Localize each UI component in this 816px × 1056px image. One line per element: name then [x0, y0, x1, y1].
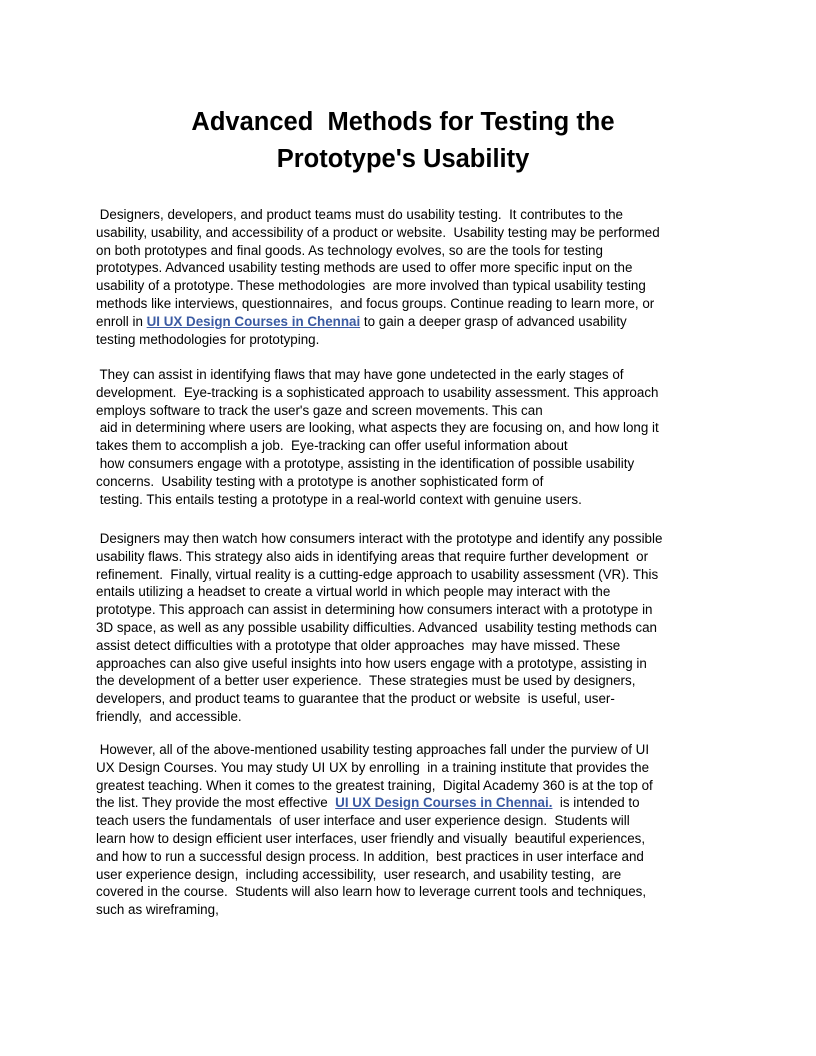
- text-line: UX Design Courses. You may study UI UX by enrolling in a training institute that provides the: [96, 759, 650, 775]
- text-line: They can assist in identifying flaws that may have gone undetected in the early stages of: [96, 367, 624, 382]
- text-line: and how to run a successful design process. In addition, best practices in user interface and: [96, 848, 644, 864]
- text-line-with-link: [96, 313, 726, 331]
- text-line: testing. This entails testing a prototype in a real-world context with genuine users.: [96, 491, 582, 507]
- text-line: assist detect difficulties with a prototype that older approaches may have missed. These: [96, 637, 621, 653]
- text-line: prototypes. Advanced usability testing methods are used to offer more specific input on the: [96, 260, 633, 276]
- title-line: Prototype's Usability: [276, 145, 530, 173]
- text-line: usability flaws. This strategy also aids in identifying areas that require further development or: [96, 548, 649, 564]
- title-line: Advanced Methods for Testing the: [191, 108, 615, 136]
- text-line: covered in the course. Students will also learn how to leverage current tools and techniques,: [96, 884, 647, 900]
- text-line: employs software to track the user's gaze and screen movements. This can: [96, 402, 543, 418]
- text-line: teach users the fundamentals of user interface and user experience design. Students will: [96, 813, 630, 829]
- text-line: prototype. This approach can assist in determining how consumers interact with a prototype in: [96, 602, 653, 618]
- text-line: takes them to accomplish a job. Eye-tracking can offer useful information about: [96, 438, 568, 454]
- text-line: the development of a better user experience. These strategies must be used by designers,: [96, 673, 636, 689]
- text-line-with-link: [96, 794, 726, 812]
- paragraph-eye-tracking: [96, 366, 726, 508]
- text-line: usability of a prototype. These methodologies are more involved than typical usability testing: [96, 278, 646, 294]
- text-line: development. Eye-tracking is a sophisticated approach to usability assessment. This approach: [96, 384, 659, 400]
- text-line: developers, and product teams to guarantee that the product or website is useful, user-: [96, 691, 615, 707]
- text-segment: enroll in: [96, 313, 147, 329]
- text-line: testing methodologies for prototyping.: [96, 331, 320, 347]
- text-line: entails utilizing a headset to create a virtual world in which people may interact with the: [96, 584, 611, 600]
- text-line: concerns. Usability testing with a prototype is another sophisticated form of: [96, 473, 544, 489]
- text-line: on both prototypes and final goods. As technology evolves, so are the tools for testing: [96, 242, 603, 258]
- course-link[interactable]: UI UX Design Courses in Chennai.: [335, 795, 553, 811]
- text-line: usability, usability, and accessibility of a product or website. Usability testing may be performed: [96, 224, 660, 240]
- text-line: how consumers engage with a prototype, assisting in the identification of possible usability: [96, 455, 635, 471]
- text-line: such as wireframing,: [96, 902, 219, 918]
- text-line: refinement. Finally, virtual reality is a cutting-edge approach to usability assessment (VR). This: [96, 566, 659, 582]
- text-line: aid in determining where users are looking, what aspects they are focusing on, and how long it: [96, 420, 659, 436]
- text-line: However, all of the above-mentioned usability testing approaches fall under the purview of UI: [96, 742, 650, 757]
- paragraph-virtual-reality: [96, 530, 726, 726]
- text-line: user experience design, including accessibility, user research, and usability testing, are: [96, 866, 622, 882]
- page-title: [96, 104, 710, 178]
- text-segment: to gain a deeper grasp of advanced usability: [360, 313, 627, 329]
- paragraph-intro: [96, 206, 726, 348]
- text-line: greatest teaching. When it comes to the greatest training, Digital Academy 360 is at the top of: [96, 777, 653, 793]
- course-link[interactable]: UI UX Design Courses in Chennai: [146, 313, 361, 329]
- text-line: 3D space, as well as any possible usability difficulties. Advanced usability testing methods can: [96, 619, 657, 635]
- text-line: learn how to design efficient user interfaces, user friendly and visually beautiful experiences,: [96, 830, 646, 846]
- text-segment: is intended to: [552, 795, 640, 811]
- paragraph-courses: [96, 741, 726, 919]
- text-line: friendly, and accessible.: [96, 708, 242, 724]
- text-line: approaches can also give useful insights into how users engage with a prototype, assisting in: [96, 655, 647, 671]
- text-line: methods like interviews, questionnaires, and focus groups. Continue reading to learn more, or: [96, 295, 655, 311]
- text-line: Designers, developers, and product teams must do usability testing. It contributes to the: [96, 207, 623, 222]
- text-line: Designers may then watch how consumers interact with the prototype and identify any possible: [96, 531, 663, 546]
- text-segment: the list. They provide the most effective: [96, 795, 336, 811]
